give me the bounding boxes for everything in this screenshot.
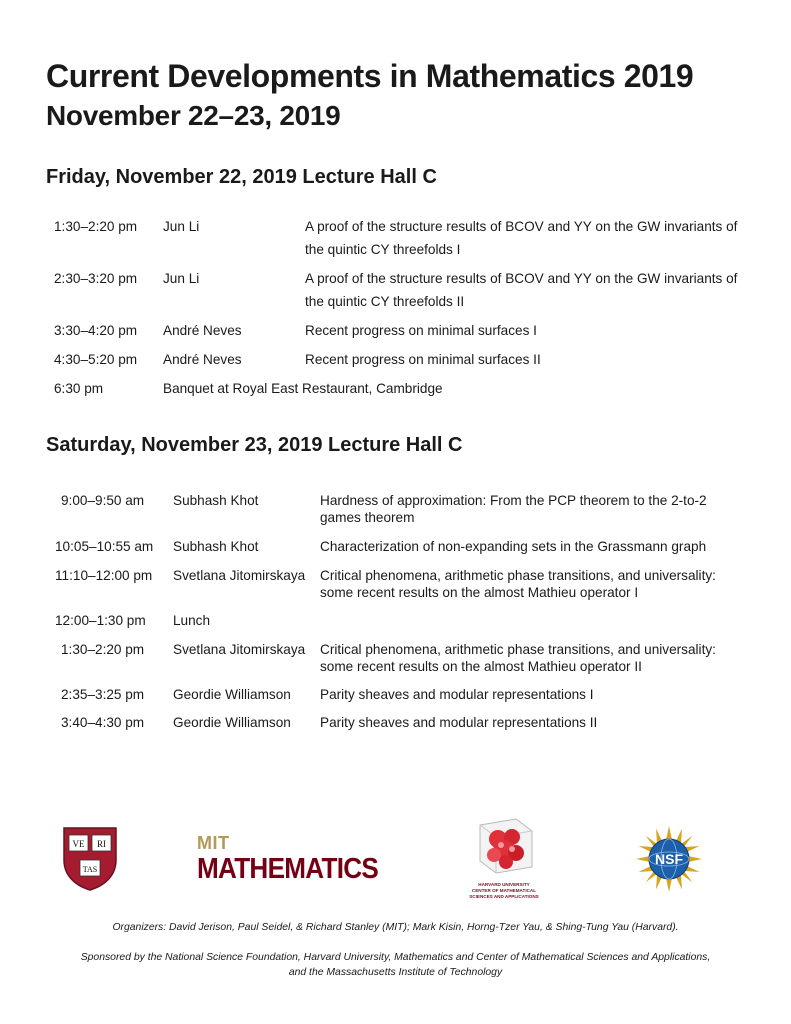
schedule-row xyxy=(0,268,791,312)
session-title-line: A proof of the structure results of BCOV and YY on the GW invariants of xyxy=(305,271,738,286)
session-time: 3:40–4:30 pm xyxy=(61,715,145,730)
session-speaker: André Neves xyxy=(163,323,242,338)
schedule-row xyxy=(0,378,791,400)
session-title-line: some recent results on the almost Mathieu operator II xyxy=(320,659,642,674)
session-time: 4:30–5:20 pm xyxy=(54,352,138,367)
schedule-row xyxy=(0,216,791,260)
session-speaker: Subhash Khot xyxy=(173,539,259,554)
session-speaker: Jun Li xyxy=(163,219,200,234)
session-speaker: Geordie Williamson xyxy=(173,687,291,702)
saturday-heading: Saturday, November 23, 2019 Lecture Hall C xyxy=(46,434,463,456)
session-speaker: Jun Li xyxy=(163,271,200,286)
schedule-row xyxy=(0,538,791,555)
sponsors-text: Sponsored by the National Science Foundation, Harvard University, Mathematics and Center of Mathematical Sciences and Applications, xyxy=(80,952,711,963)
session-speaker: Svetlana Jitomirskaya xyxy=(173,568,306,583)
nsf-seal-icon xyxy=(636,826,702,892)
session-time: 10:05–10:55 am xyxy=(55,539,154,554)
session-title-line: Parity sheaves and modular representations I xyxy=(320,687,594,702)
cmsa-logo xyxy=(468,815,540,905)
session-speaker: Subhash Khot xyxy=(173,493,259,508)
cmsa-cube-icon xyxy=(468,815,540,877)
session-title-line: Hardness of approximation: From the PCP theorem to the 2-to-2 xyxy=(320,493,707,508)
session-time: 12:00–1:30 pm xyxy=(55,613,146,628)
schedule-row xyxy=(0,612,791,629)
session-time: 1:30–2:20 pm xyxy=(54,219,138,234)
schedule-row xyxy=(0,567,791,601)
cmsa-logo-text-1: HARVARD UNIVERSITY xyxy=(478,882,530,887)
organizers-text: Organizers: David Jerison, Paul Seidel, & Richard Stanley (MIT); Mark Kisin, Horng-Tzer Yau, & Shing-Tung Yau (Harvard). xyxy=(112,922,679,933)
schedule-row xyxy=(0,492,791,526)
harvard-shield-icon xyxy=(62,826,118,892)
session-title-line: A proof of the structure results of BCOV and YY on the GW invariants of xyxy=(305,219,738,234)
session-title-line: the quintic CY threefolds I xyxy=(305,242,461,257)
mit-mathematics-logo xyxy=(197,833,379,887)
session-time: 2:35–3:25 pm xyxy=(61,687,145,702)
schedule-row xyxy=(0,320,791,342)
session-time: 1:30–2:20 pm xyxy=(61,642,145,657)
schedule-row xyxy=(0,714,791,731)
session-time: 2:30–3:20 pm xyxy=(54,271,138,286)
session-title-line: Parity sheaves and modular representations II xyxy=(320,715,598,730)
session-title-line: Recent progress on minimal surfaces I xyxy=(305,323,537,338)
lunch-text: Lunch xyxy=(173,613,211,628)
banquet-text: Banquet at Royal East Restaurant, Cambridge xyxy=(163,381,443,396)
session-title-line: the quintic CY threefolds II xyxy=(305,294,465,309)
session-title-line: Characterization of non-expanding sets in the Grassmann graph xyxy=(320,539,707,554)
session-title-line: Recent progress on minimal surfaces II xyxy=(305,352,541,367)
session-title-line: some recent results on the almost Mathieu operator I xyxy=(320,585,639,600)
session-time: 3:30–4:20 pm xyxy=(54,323,138,338)
session-speaker: Svetlana Jitomirskaya xyxy=(173,642,306,657)
schedule-row xyxy=(0,641,791,675)
schedule-row xyxy=(0,686,791,703)
session-title-line: Critical phenomena, arithmetic phase transitions, and universality: xyxy=(320,642,716,657)
cmsa-logo-text-2: CENTER OF MATHEMATICAL xyxy=(471,888,537,893)
friday-heading: Friday, November 22, 2019 Lecture Hall C xyxy=(46,166,437,188)
session-time: 9:00–9:50 am xyxy=(61,493,145,508)
session-speaker: Geordie Williamson xyxy=(173,715,291,730)
mathematics-logo-text: MATHEMATICS xyxy=(197,853,379,885)
session-title-line: games theorem xyxy=(320,510,415,525)
session-title-line: Critical phenomena, arithmetic phase transitions, and universality: xyxy=(320,568,716,583)
session-speaker: André Neves xyxy=(163,352,242,367)
harvard-shield-text: TAS xyxy=(82,865,98,874)
session-time: 6:30 pm xyxy=(54,381,104,396)
nsf-logo-text: NSF xyxy=(655,851,683,867)
event-dates: November 22–23, 2019 xyxy=(46,100,341,131)
cmsa-logo-text-3: SCIENCES AND APPLICATIONS xyxy=(469,894,539,899)
page-title: Current Developments in Mathematics 2019 xyxy=(46,58,694,94)
harvard-shield-text: VE xyxy=(72,839,85,849)
sponsors-text: and the Massachusetts Institute of Technology xyxy=(288,967,503,978)
mit-logo-text: MIT xyxy=(197,833,230,853)
schedule-row xyxy=(0,349,791,371)
harvard-shield-text: RI xyxy=(97,839,106,849)
session-time: 11:10–12:00 pm xyxy=(55,568,153,583)
